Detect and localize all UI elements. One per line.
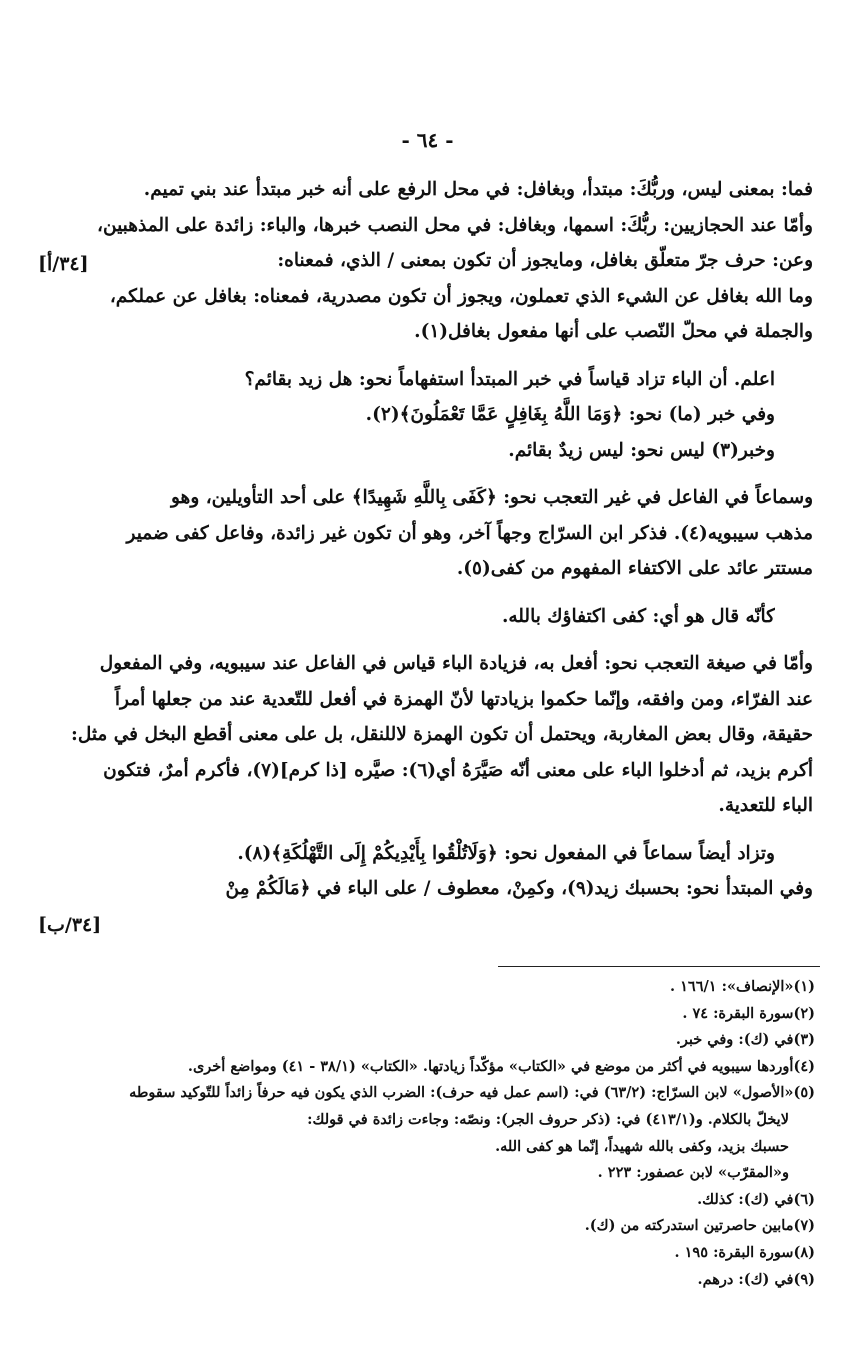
text-line: مستتر عائد على الاكتفاء المفهوم من كفى(٥).: [456, 558, 813, 579]
text-line: والجملة في محلّ النّصب على أنها مفعول بغافل(١).: [414, 321, 813, 342]
text-line: وخبر(٣) ليس نحو: ليس زيدٌ بقائم.: [508, 439, 775, 461]
text-line: حقيقة، وقال بعض المغاربة، ويحتمل أن تكون الهمزة لاللنقل، بل على معنى أقطع البخل في مثل:: [70, 724, 813, 745]
paragraph: [38, 599, 813, 635]
text-line: فما: بمعنى ليس، وربُّكَ: مبتدأ، وبغافل: في محل الرفع على أنه خبر مبتدأ عند بني تميم.: [143, 179, 813, 200]
footnote: (٨)سورة البقرة: ١٩٥ .: [674, 1243, 815, 1261]
footnote: (٤)أوردها سيبويه في أكثر من موضع في «الكتاب» مؤكّداً زيادتها. «الكتاب» (٣٨/١ - ٤١) ومواضع أخرى.: [187, 1057, 815, 1075]
footnote: (٥)«الأصول» لابن السرّاج: (٦٣/٢) في: (اسم عمل فيه حرف): الضرب الذي يكون فيه حرفاً زائداً للتّوكيد سقوطه: [129, 1084, 815, 1102]
footnote: (٩)في (ك): درهم.: [697, 1270, 815, 1288]
text-line: وتزاد أيضاً سماعاً في المفعول نحو: ﴿وَلَاتُلْقُوا بِأَيْدِيكُمْ إِلَى التَّهْلُكَةِ﴾(٨).: [237, 842, 775, 864]
main-text: [38, 172, 813, 907]
footnote: حسبك بزيد، وكفى بالله شهيداً، إنّما هو كفى الله.: [495, 1137, 789, 1155]
paragraph: [38, 646, 813, 824]
footnote: و«المقرّب» لابن عصفور: ٢٢٣ .: [597, 1164, 789, 1182]
footnote: (٦)في (ك): كذلك.: [697, 1190, 815, 1208]
paragraph: [38, 172, 813, 350]
footnote-divider: [498, 966, 820, 967]
page-number: - ٦٤ -: [401, 128, 454, 152]
text-line: وأمّا عند الحجازيين: ربُّكَ: اسمها، وبغافل: في محل النصب خبرها، والباء: زائدة على المذهبين،: [97, 214, 813, 236]
footnote: (٢)سورة البقرة: ٧٤ .: [682, 1004, 815, 1022]
text-line: وسماعاً في الفاعل في غير التعجب نحو: ﴿كَفَى بِاللَّهِ شَهِيدًا﴾ على أحد التأويلين، وهو: [171, 487, 813, 508]
footnote: (١)«الإنصاف»: ١٦٦/١ .: [670, 978, 815, 995]
text-line: مذهب سيبويه(٤). فذكر ابن السرّاج وجهاً آخر، وهو أن تكون غير زائدة، وفاعل كفى ضمير: [126, 522, 813, 544]
text-line: وفي خبر (ما) نحو: ﴿وَمَا اللَّهُ بِغَافِلٍ عَمَّا تَعْمَلُونَ﴾(٢).: [365, 404, 775, 425]
folio-marker: [٣٤/ب]: [38, 914, 102, 936]
footnote: لايخلّ بالكلام. و(٤١٣/١) في: (ذكر حروف الجر): ونصّه: وجاءت زائدة في قولك:: [307, 1110, 789, 1128]
footnotes: [35, 974, 815, 1293]
paragraph: [38, 480, 813, 587]
text-line: وأمّا في صيغة التعجب نحو: أفعل به، فزيادة الباء قياس في الفاعل عند سيبويه، وفي المفعول: [99, 653, 813, 674]
text-line: وما الله بغافل عن الشيء الذي تعملون، ويجوز أن تكون مصدرية، فمعناه: بغافل عن عملكم،: [109, 285, 813, 307]
paragraph: [38, 397, 813, 433]
text-line: أكرم بزيد، ثم أدخلوا الباء على معنى أنّه صَيَّرَهُ أي(٦): صيَّره [ذا كرم](٧)، فأكرم أمرٌ، فتكون: [103, 759, 813, 781]
text-line: وعن: حرف جرّ متعلّق بغافل، ومايجوز أن تكون بمعنى / الذي، فمعناه:: [277, 250, 813, 271]
folio-marker: [٣٤/أ]: [38, 253, 89, 275]
text-line: الباء للتعدية.: [718, 795, 813, 816]
text-line: عند الفرّاء، ومن وافقه، وإنّما حكموا بزيادتها لأنّ الهمزة في أفعل للتّعدية عند من جعلها أمراً: [114, 688, 813, 710]
text-line: اعلم. أن الباء تزاد قياساً في خبر المبتدأ استفهاماً نحو: هل زيد بقائم؟: [244, 368, 775, 390]
text-line: وفي المبتدأ نحو: بحسبك زيد(٩)، وكمِنْ، معطوف / على الباء في ﴿مَالَكُمْ مِنْ: [225, 878, 813, 899]
footnote: (٣)في (ك): وفي خبر.: [675, 1031, 815, 1049]
paragraph: [38, 836, 813, 872]
paragraph: [38, 433, 813, 469]
paragraph: [38, 362, 813, 398]
text-line: كأنّه قال هو أي: كفى اكتفاؤك بالله.: [501, 605, 775, 627]
paragraph: [38, 871, 813, 907]
footnote: (٧)مابين حاصرتين استدركته من (ك).: [584, 1217, 815, 1235]
